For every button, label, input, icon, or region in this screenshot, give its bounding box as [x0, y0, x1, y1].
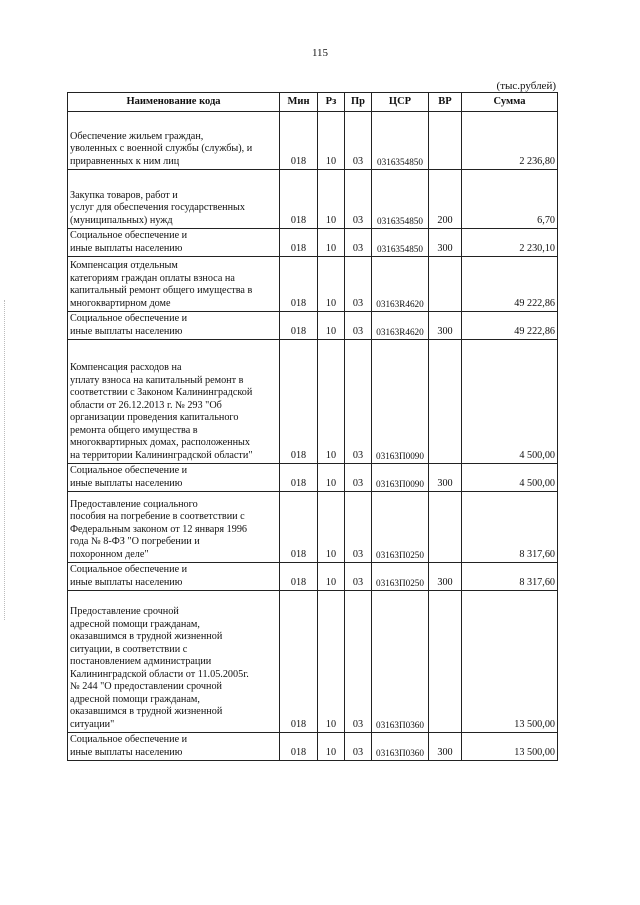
row-name: Закупка товаров, работ и услуг для обеспечения государственных (муниципальных) нужд	[68, 170, 280, 229]
row-rz: 10	[318, 464, 345, 492]
units-label: (тыс.рублей)	[496, 80, 556, 92]
row-rz: 10	[318, 112, 345, 170]
row-pr: 03	[345, 312, 372, 340]
budget-table	[67, 92, 558, 761]
row-vr	[429, 591, 462, 733]
row-pr: 03	[345, 112, 372, 170]
row-csr: 03163П0360	[372, 591, 429, 733]
row-csr: 03163П0090	[372, 464, 429, 492]
row-rz: 10	[318, 591, 345, 733]
row-pr: 03	[345, 492, 372, 563]
header-vr: ВР	[429, 93, 462, 112]
table-row	[68, 229, 558, 257]
row-sum: 13 500,00	[462, 591, 558, 733]
row-min: 018	[280, 229, 318, 257]
header-pr: Пр	[345, 93, 372, 112]
row-rz: 10	[318, 257, 345, 312]
table-row	[68, 257, 558, 312]
row-name: Компенсация расходов на уплату взноса на капитальный ремонт в соответствии с Законом Калининградской области от 26.12.2013 г. № 293 "Об организации проведения капитального ремонта общего имущества в многоквартирных домах, расположенных на территории Калининградской области"	[68, 340, 280, 464]
header-name: Наименование кода	[68, 93, 280, 112]
row-vr: 200	[429, 170, 462, 229]
row-name: Социальное обеспечение и иные выплаты населению	[68, 312, 280, 340]
row-rz: 10	[318, 733, 345, 761]
row-name: Компенсация отдельным категориям граждан оплаты взноса на капитальный ремонт общего имущества в многоквартирном доме	[68, 257, 280, 312]
row-min: 018	[280, 464, 318, 492]
row-min: 018	[280, 563, 318, 591]
scan-edge-mark	[4, 300, 7, 620]
row-pr: 03	[345, 591, 372, 733]
table-header-row	[68, 93, 558, 112]
header-min: Мин	[280, 93, 318, 112]
table-row	[68, 591, 558, 733]
row-sum: 49 222,86	[462, 312, 558, 340]
row-min: 018	[280, 340, 318, 464]
row-sum: 8 317,60	[462, 563, 558, 591]
row-csr: 03163П0250	[372, 492, 429, 563]
row-min: 018	[280, 257, 318, 312]
header-sum: Сумма	[462, 93, 558, 112]
row-pr: 03	[345, 340, 372, 464]
row-sum: 2 236,80	[462, 112, 558, 170]
row-pr: 03	[345, 229, 372, 257]
row-vr	[429, 257, 462, 312]
row-name: Предоставление социального пособия на погребение в соответствии с Федеральным законом от 12 января 1996 года № 8-ФЗ "О погребении и похоронном деле"	[68, 492, 280, 563]
row-min: 018	[280, 492, 318, 563]
row-min: 018	[280, 312, 318, 340]
table-row	[68, 563, 558, 591]
row-rz: 10	[318, 312, 345, 340]
row-rz: 10	[318, 563, 345, 591]
row-csr: 03163П0360	[372, 733, 429, 761]
row-csr: 03163R4620	[372, 312, 429, 340]
row-sum: 2 230,10	[462, 229, 558, 257]
header-csr: ЦСР	[372, 93, 429, 112]
row-sum: 4 500,00	[462, 464, 558, 492]
row-sum: 8 317,60	[462, 492, 558, 563]
row-min: 018	[280, 591, 318, 733]
row-rz: 10	[318, 170, 345, 229]
row-rz: 10	[318, 340, 345, 464]
row-vr: 300	[429, 733, 462, 761]
row-vr: 300	[429, 312, 462, 340]
row-min: 018	[280, 112, 318, 170]
row-name: Обеспечение жильем граждан, уволенных с военной службы (службы), и приравненных к ним лиц	[68, 112, 280, 170]
row-vr: 300	[429, 563, 462, 591]
row-pr: 03	[345, 563, 372, 591]
row-pr: 03	[345, 170, 372, 229]
row-pr: 03	[345, 464, 372, 492]
table-row	[68, 170, 558, 229]
row-name: Социальное обеспечение и иные выплаты населению	[68, 464, 280, 492]
table-row	[68, 112, 558, 170]
table-row	[68, 312, 558, 340]
row-min: 018	[280, 733, 318, 761]
row-vr: 300	[429, 229, 462, 257]
row-pr: 03	[345, 733, 372, 761]
row-csr: 0316354850	[372, 112, 429, 170]
row-name: Социальное обеспечение и иные выплаты населению	[68, 563, 280, 591]
row-sum: 4 500,00	[462, 340, 558, 464]
row-pr: 03	[345, 257, 372, 312]
row-csr: 0316354850	[372, 229, 429, 257]
row-csr: 03163R4620	[372, 257, 429, 312]
row-sum: 13 500,00	[462, 733, 558, 761]
page-number: 115	[311, 47, 329, 59]
row-name: Социальное обеспечение и иные выплаты населению	[68, 733, 280, 761]
row-csr: 0316354850	[372, 170, 429, 229]
table-row	[68, 733, 558, 761]
row-name: Предоставление срочной адресной помощи гражданам, оказавшимся в трудной жизненной ситуации, в соответствии с постановлением администрации Калининградской области от 11.05.2005г. № 244 "О предоставлении срочной адресной помощи гражданам, оказавшимся в трудной жизненной ситуации"	[68, 591, 280, 733]
table-row	[68, 340, 558, 464]
header-rz: Рз	[318, 93, 345, 112]
row-rz: 10	[318, 492, 345, 563]
row-sum: 49 222,86	[462, 257, 558, 312]
row-sum: 6,70	[462, 170, 558, 229]
row-vr	[429, 112, 462, 170]
row-csr: 03163П0250	[372, 563, 429, 591]
row-csr: 03163П0090	[372, 340, 429, 464]
table-row	[68, 492, 558, 563]
row-name: Социальное обеспечение и иные выплаты населению	[68, 229, 280, 257]
row-vr	[429, 492, 462, 563]
row-min: 018	[280, 170, 318, 229]
table-row	[68, 464, 558, 492]
row-rz: 10	[318, 229, 345, 257]
row-vr	[429, 340, 462, 464]
row-vr: 300	[429, 464, 462, 492]
